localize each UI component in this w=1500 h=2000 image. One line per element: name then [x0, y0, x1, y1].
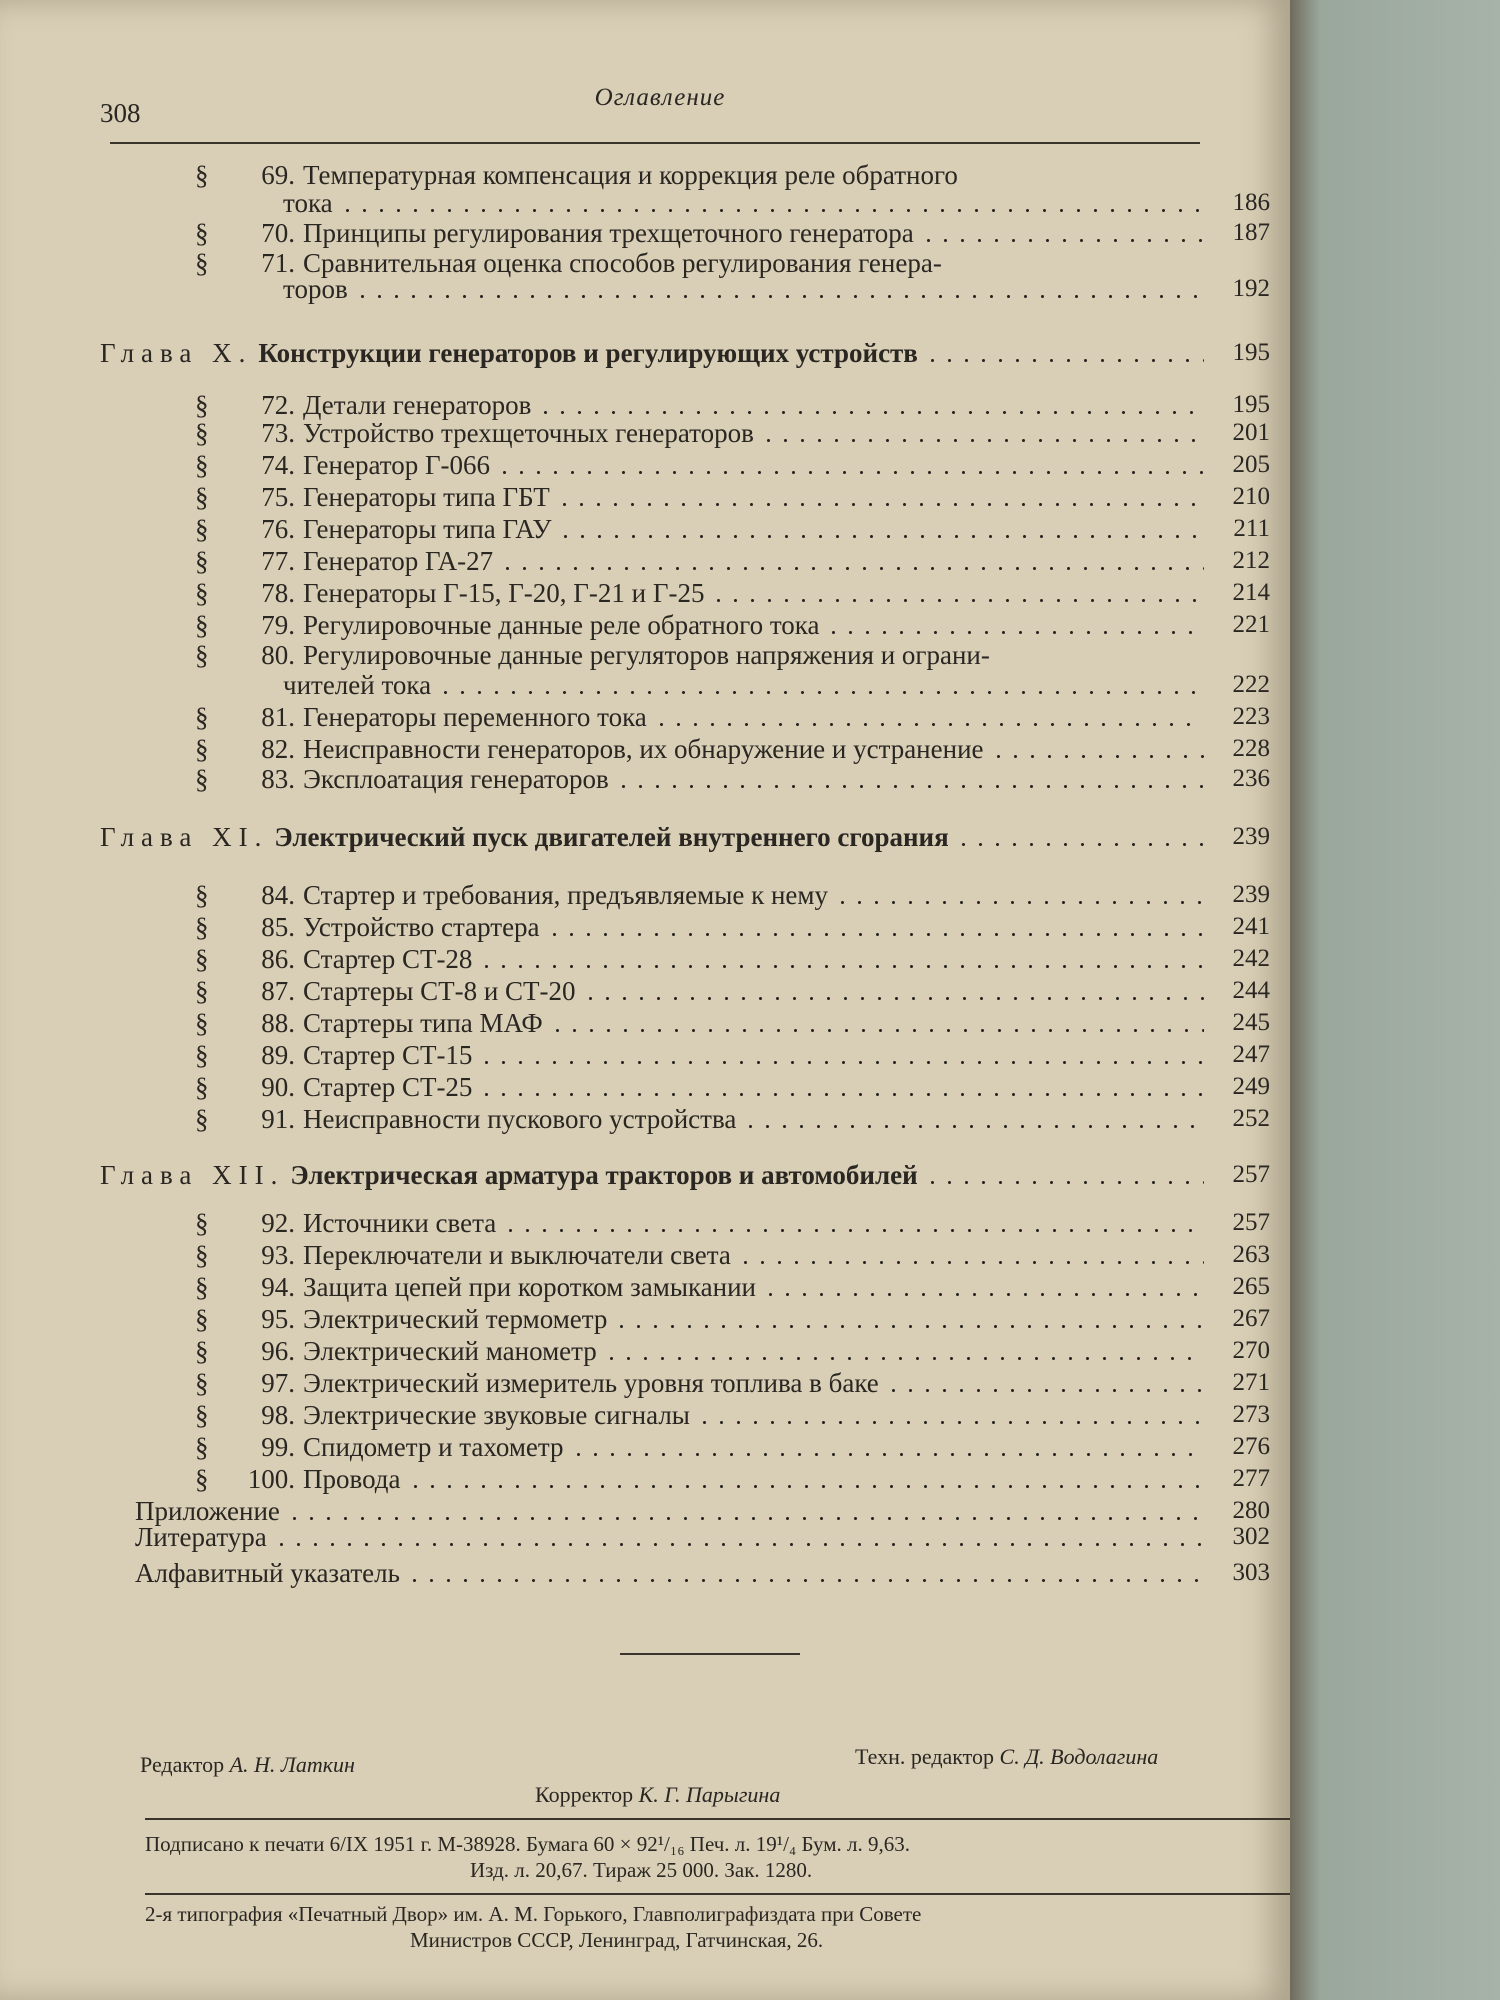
section-number: [195, 160, 303, 190]
entry-page: 263: [1232, 1241, 1270, 1268]
section-symbol: §: [195, 578, 209, 608]
section-index: 78.: [261, 578, 295, 608]
section-index: 73.: [261, 418, 295, 448]
section-index: 98.: [261, 1400, 295, 1430]
section-symbol: §: [195, 1336, 209, 1366]
toc-entry: [100, 1040, 1270, 1070]
toc-entry: [100, 734, 1270, 764]
entry-title: Электрический манометр: [303, 1336, 597, 1366]
entry-page: 252: [1232, 1105, 1270, 1132]
dot-leader: [273, 1543, 1204, 1546]
dot-leader: [834, 901, 1204, 904]
entry-title: Электрическая арматура тракторов и автомобилей: [290, 1160, 918, 1190]
entry-page: 223: [1232, 703, 1270, 730]
toc-entry: [100, 1368, 1270, 1398]
entry-title: Стартер СТ-15: [303, 1040, 473, 1070]
dot-leader: [339, 209, 1204, 212]
section-number: [195, 610, 303, 640]
entry-title: Температурная компенсация и коррекция реле обратного: [303, 160, 958, 190]
dot-leader: [478, 1061, 1204, 1064]
section-number: [195, 1008, 303, 1038]
entry-page: 222: [1232, 671, 1270, 698]
entry-title: Генератор ГА-27: [303, 546, 494, 576]
entry-page: 212: [1232, 547, 1270, 574]
section-index: 85.: [261, 912, 295, 942]
toc-entry: [100, 1072, 1270, 1102]
chapter-label: Глава XI.: [100, 822, 269, 852]
section-number: [195, 1272, 303, 1302]
dot-leader: [613, 1325, 1204, 1328]
section-index: 81.: [261, 702, 295, 732]
section-number: [195, 1400, 303, 1430]
toc-entry: [100, 1008, 1270, 1038]
entry-title: Принципы регулирования трехщеточного генератора: [303, 218, 914, 248]
entry-title: торов: [283, 274, 348, 304]
dot-leader: [556, 503, 1204, 506]
section-number: [195, 450, 303, 480]
section-symbol: §: [195, 1072, 209, 1102]
entry-title: Генераторы Г-15, Г-20, Г-21 и Г-25: [303, 578, 705, 608]
entry-title: Спидометр и тахометр: [303, 1432, 564, 1462]
toc-entry: [100, 160, 1270, 190]
toc-entry: [100, 1304, 1270, 1334]
section-symbol: §: [195, 1368, 209, 1398]
dot-leader: [603, 1357, 1204, 1360]
toc-entry: [100, 1240, 1270, 1270]
dot-leader: [990, 755, 1205, 758]
end-separator: [620, 1653, 800, 1655]
section-index: 96.: [261, 1336, 295, 1366]
dot-leader: [924, 359, 1204, 362]
section-symbol: §: [195, 1008, 209, 1038]
section-symbol: §: [195, 1432, 209, 1462]
entry-page: 245: [1232, 1009, 1270, 1036]
entry-title: Электрические звуковые сигналы: [303, 1400, 690, 1430]
section-index: 82.: [261, 734, 295, 764]
entry-page: 244: [1232, 977, 1270, 1004]
section-number: [195, 1368, 303, 1398]
dot-leader: [582, 997, 1204, 1000]
dot-leader: [286, 1517, 1204, 1520]
entry-page: 247: [1232, 1041, 1270, 1068]
chapter-label: Глава X.: [100, 338, 253, 368]
entry-title: Электрический измеритель уровня топлива в баке: [303, 1368, 879, 1398]
section-symbol: §: [195, 944, 209, 974]
section-number: [195, 880, 303, 910]
section-number: [195, 546, 303, 576]
cover-edge: [1290, 0, 1500, 2000]
section-symbol: §: [195, 418, 209, 448]
entry-page: 239: [1232, 881, 1270, 908]
section-symbol: §: [195, 390, 209, 420]
toc-entry: [100, 1272, 1270, 1302]
section-symbol: §: [195, 1240, 209, 1270]
toc-entry: [100, 702, 1270, 732]
section-index: 86.: [261, 944, 295, 974]
section-number: [195, 218, 303, 248]
section-number: [195, 702, 303, 732]
page-number: 308: [100, 98, 141, 128]
section-number: [195, 1104, 303, 1134]
entry-page: 265: [1232, 1273, 1270, 1300]
toc-entry: [100, 418, 1270, 448]
section-symbol: §: [195, 1208, 209, 1238]
toc-entry: [100, 1208, 1270, 1238]
dot-leader: [407, 1485, 1204, 1488]
section-index: 74.: [261, 450, 295, 480]
dot-leader: [570, 1453, 1204, 1456]
entry-page: 186: [1232, 189, 1270, 216]
section-index: 72.: [261, 390, 295, 420]
section-symbol: §: [195, 880, 209, 910]
entry-page: 214: [1232, 579, 1270, 606]
entry-title: Провода: [303, 1464, 401, 1494]
tech-editor: [855, 1744, 1158, 1770]
toc-entry: [100, 1336, 1270, 1366]
section-symbol: §: [195, 160, 209, 190]
entry-title: Переключатели и выключатели света: [303, 1240, 731, 1270]
section-number: [195, 1072, 303, 1102]
entry-title: Генераторы переменного тока: [303, 702, 647, 732]
section-number: [195, 1304, 303, 1334]
dot-leader: [478, 965, 1204, 968]
header-rule: [110, 142, 1200, 144]
entry-title: Регулировочные данные регуляторов напряжения и ограни-: [303, 640, 990, 670]
section-symbol: §: [195, 514, 209, 544]
dot-leader: [499, 567, 1204, 570]
section-symbol: §: [195, 764, 209, 794]
toc-entry: [100, 188, 1270, 218]
toc-entry: [100, 274, 1270, 304]
entry-title: Устройство трехщеточных генераторов: [303, 418, 754, 448]
section-index: 92.: [261, 1208, 295, 1238]
section-index: 87.: [261, 976, 295, 1006]
toc-entry: [100, 450, 1270, 480]
entry-page: 236: [1232, 765, 1270, 792]
entry-page: 242: [1232, 945, 1270, 972]
section-index: 75.: [261, 482, 295, 512]
section-symbol: §: [195, 546, 209, 576]
dot-leader: [437, 691, 1204, 694]
section-index: 83.: [261, 764, 295, 794]
toc-entry: [100, 976, 1270, 1006]
imprint-line-2: Изд. л. 20,67. Тираж 25 000. Зак. 1280.: [470, 1858, 813, 1882]
toc-entry: [100, 640, 1270, 670]
entry-page: 241: [1232, 913, 1270, 940]
editor: [140, 1752, 355, 1778]
entry-page: 249: [1232, 1073, 1270, 1100]
entry-page: 195: [1232, 391, 1270, 418]
section-index: 100.: [247, 1464, 295, 1494]
corrector-label: Корректор: [535, 1782, 634, 1807]
toc-entry: [100, 1432, 1270, 1462]
section-symbol: §: [195, 702, 209, 732]
section-symbol: §: [195, 248, 209, 278]
entry-title: Неисправности пускового устройства: [303, 1104, 737, 1134]
section-index: 84.: [261, 880, 295, 910]
dot-leader: [955, 843, 1204, 846]
running-title: Оглавление: [594, 84, 726, 111]
corrector-name: К. Г. Парыгина: [638, 1782, 781, 1807]
dot-leader: [885, 1389, 1204, 1392]
dot-leader: [502, 1229, 1204, 1232]
section-number: [195, 1432, 303, 1462]
entry-title: Стартер СТ-25: [303, 1072, 473, 1102]
dot-leader: [924, 1181, 1204, 1184]
section-number: [195, 944, 303, 974]
entry-title: Стартер и требования, предъявляемые к нему: [303, 880, 828, 910]
section-index: 79.: [261, 610, 295, 640]
section-index: 76.: [261, 514, 295, 544]
section-number: [195, 1208, 303, 1238]
section-symbol: §: [195, 482, 209, 512]
dot-leader: [478, 1093, 1204, 1096]
dot-leader: [696, 1421, 1204, 1424]
section-symbol: §: [195, 218, 209, 248]
entry-page: 257: [1232, 1209, 1270, 1236]
entry-title: Генератор Г-066: [303, 450, 491, 480]
entry-title: Стартеры типа МАФ: [303, 1008, 543, 1038]
dot-leader: [653, 723, 1204, 726]
section-index: 89.: [261, 1040, 295, 1070]
entry-page: 201: [1232, 419, 1270, 446]
dot-leader: [537, 411, 1204, 414]
toc-entry: [100, 1104, 1270, 1134]
entry-page: 257: [1232, 1161, 1270, 1188]
section-index: 91.: [261, 1104, 295, 1134]
section-index: 77.: [261, 546, 295, 576]
toc-entry: [100, 578, 1270, 608]
dot-leader: [557, 535, 1204, 538]
section-index: 93.: [261, 1240, 295, 1270]
editor-label: Редактор: [140, 1752, 225, 1777]
imprint-rule-top: [145, 1818, 1290, 1820]
chapter-label: Глава XII.: [100, 1160, 285, 1190]
entry-page: 267: [1232, 1305, 1270, 1332]
section-number: [195, 976, 303, 1006]
entry-page: 228: [1232, 735, 1270, 762]
entry-title: Защита цепей при коротком замыкании: [303, 1272, 757, 1302]
entry-title: тока: [283, 188, 333, 218]
section-index: 95.: [261, 1304, 295, 1334]
section-symbol: §: [195, 734, 209, 764]
entry-title: Устройство стартера: [303, 912, 540, 942]
entry-page: 271: [1232, 1369, 1270, 1396]
entry-page: 302: [1232, 1523, 1270, 1550]
tech-editor-name: С. Д. Водолагина: [999, 1744, 1159, 1769]
entry-page: 239: [1232, 823, 1270, 850]
entry-page: 192: [1232, 275, 1270, 302]
toc-entry: [100, 514, 1270, 544]
entry-title: Источники света: [303, 1208, 497, 1238]
toc-chapter: [100, 822, 1270, 852]
entry-page: 277: [1232, 1465, 1270, 1492]
section-symbol: §: [195, 640, 209, 670]
entry-title: Конструкции генераторов и регулирующих устройств: [258, 338, 918, 368]
imprint-rule-bottom: [145, 1893, 1290, 1895]
section-number: [195, 1040, 303, 1070]
toc-entry: [100, 610, 1270, 640]
section-number: [195, 390, 303, 420]
toc-entry: [100, 1522, 1270, 1552]
entry-page: 221: [1232, 611, 1270, 638]
toc-entry: [100, 764, 1270, 794]
entry-title: Стартер СТ-28: [303, 944, 473, 974]
toc-entry: [100, 482, 1270, 512]
section-symbol: §: [195, 1272, 209, 1302]
entry-title: Сравнительная оценка способов регулирования генера-: [303, 248, 942, 278]
entry-page: 187: [1232, 219, 1270, 246]
entry-page: 195: [1232, 339, 1270, 366]
printer-line-2: Министров СССР, Ленинград, Гатчинская, 26.: [410, 1928, 824, 1952]
section-symbol: §: [195, 610, 209, 640]
section-index: 94.: [261, 1272, 295, 1302]
entry-title: Электрический пуск двигателей внутреннего сгорания: [274, 822, 949, 852]
entry-title: Детали генераторов: [303, 390, 532, 420]
dot-leader: [549, 1029, 1204, 1032]
entry-title: чителей тока: [283, 670, 432, 700]
section-index: 69.: [261, 160, 295, 190]
section-symbol: §: [195, 976, 209, 1006]
entry-page: 280: [1232, 1497, 1270, 1524]
entry-title: Регулировочные данные реле обратного тока: [303, 610, 820, 640]
toc-entry: [100, 670, 1270, 700]
section-symbol: §: [195, 450, 209, 480]
section-symbol: §: [195, 1464, 209, 1494]
toc-entry: [100, 218, 1270, 248]
entry-title: Неисправности генераторов, их обнаружение и устранение: [303, 734, 984, 764]
entry-title: Генераторы типа ГБТ: [303, 482, 550, 512]
section-index: 97.: [261, 1368, 295, 1398]
entry-title: Стартеры СТ-8 и СТ-20: [303, 976, 576, 1006]
entry-title: Литература: [135, 1522, 267, 1552]
section-symbol: §: [195, 1040, 209, 1070]
entry-title: Электрический термометр: [303, 1304, 608, 1334]
section-number: [195, 1336, 303, 1366]
section-index: 80.: [261, 640, 295, 670]
section-number: [195, 418, 303, 448]
entry-page: 273: [1232, 1401, 1270, 1428]
dot-leader: [496, 471, 1204, 474]
dot-leader: [737, 1261, 1204, 1264]
entry-title: Приложение: [135, 1496, 280, 1526]
toc-entry: [100, 944, 1270, 974]
printer-line-1: 2-я типография «Печатный Двор» им. А. М. Горького, Главполиграфиздата при Совете: [145, 1902, 922, 1926]
dot-leader: [615, 785, 1204, 788]
toc-entry: [100, 390, 1270, 420]
dot-leader: [406, 1579, 1204, 1582]
section-symbol: §: [195, 1104, 209, 1134]
dot-leader: [546, 933, 1204, 936]
toc-chapter: [100, 338, 1270, 368]
section-number: [195, 578, 303, 608]
entry-page: 276: [1232, 1433, 1270, 1460]
section-number: [195, 514, 303, 544]
dot-leader: [762, 1293, 1204, 1296]
dot-leader: [354, 295, 1204, 298]
section-number: [195, 640, 303, 670]
entry-page: 270: [1232, 1337, 1270, 1364]
toc-entry: [100, 880, 1270, 910]
dot-leader: [710, 599, 1204, 602]
toc-entry: [100, 1558, 1270, 1588]
section-number: [195, 482, 303, 512]
section-number: [195, 764, 303, 794]
toc-entry: [100, 912, 1270, 942]
dot-leader: [920, 239, 1204, 242]
dot-leader: [760, 439, 1204, 442]
entry-title: Алфавитный указатель: [135, 1558, 400, 1588]
entry-page: 303: [1232, 1559, 1270, 1586]
corrector: [535, 1782, 780, 1808]
section-symbol: §: [195, 1304, 209, 1334]
tech-editor-label: Техн. редактор: [855, 1744, 995, 1769]
section-symbol: §: [195, 1400, 209, 1430]
dot-leader: [825, 631, 1204, 634]
imprint-line-1: Подписано к печати 6/IX 1951 г. М-38928. Бумага 60 × 92¹/₁₆ Печ. л. 19¹/₄ Бум. л. 9,63.: [145, 1832, 911, 1856]
dot-leader: [742, 1125, 1204, 1128]
toc-entry: [100, 546, 1270, 576]
section-index: 70.: [261, 218, 295, 248]
entry-page: 205: [1232, 451, 1270, 478]
toc-entry: [100, 1400, 1270, 1430]
entry-title: Генераторы типа ГАУ: [303, 514, 552, 544]
section-index: 88.: [261, 1008, 295, 1038]
section-index: 71.: [261, 248, 295, 278]
section-number: [195, 734, 303, 764]
section-index: 90.: [261, 1072, 295, 1102]
entry-page: 210: [1232, 483, 1270, 510]
editor-name: А. Н. Латкин: [229, 1752, 355, 1777]
section-symbol: §: [195, 912, 209, 942]
toc-chapter: [100, 1160, 1270, 1190]
page-header: [100, 84, 1220, 128]
section-number: [195, 912, 303, 942]
entry-page: 211: [1233, 515, 1270, 542]
section-index: 99.: [261, 1432, 295, 1462]
section-number: [195, 1464, 303, 1494]
section-number: [195, 1240, 303, 1270]
toc-entry: [100, 1464, 1270, 1494]
entry-title: Эксплоатация генераторов: [303, 764, 609, 794]
